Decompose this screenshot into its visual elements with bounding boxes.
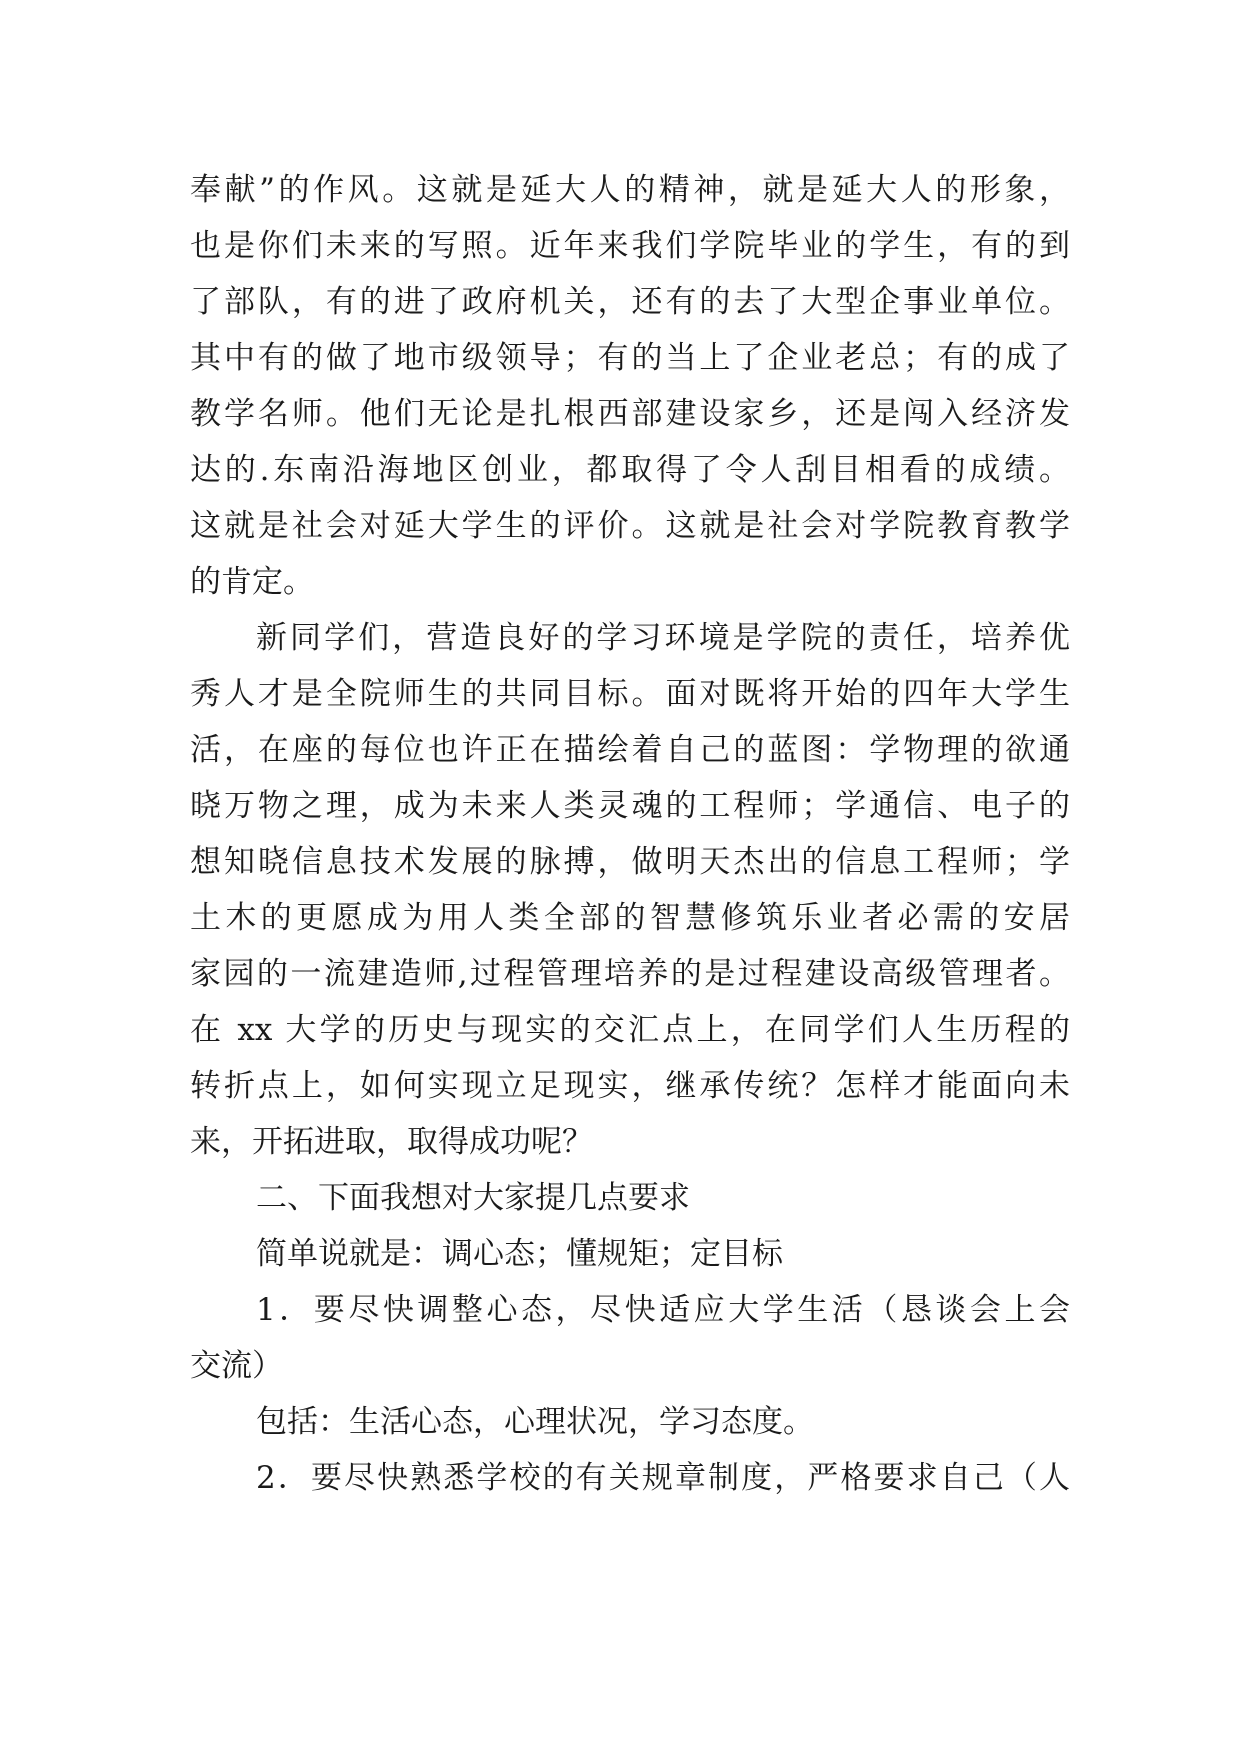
- text-line: 家园的一流建造师,过程管理培养的是过程建设高级管理者。: [190, 956, 1070, 992]
- text-line: 转折点上，如何实现立足现实，继承传统？怎样才能面向未: [190, 1068, 1070, 1104]
- section-heading: 二、下面我想对大家提几点要求: [256, 1180, 690, 1216]
- text-line: 奉献”的作风。这就是延大人的精神，就是延大人的形象，: [190, 172, 1070, 208]
- text-line: 活，在座的每位也许正在描绘着自己的蓝图：学物理的欲通: [190, 732, 1070, 768]
- body-text: [190, 162, 1070, 1506]
- text-line: 想知晓信息技术发展的脉搏，做明天杰出的信息工程师；学: [190, 844, 1070, 880]
- list-item-2: 2．要尽快熟悉学校的有关规章制度，严格要求自己（人: [256, 1460, 1070, 1496]
- list-item-detail: 包括：生活心态，心理状况，学习态度。: [256, 1404, 814, 1440]
- text-line: 晓万物之理，成为未来人类灵魂的工程师；学通信、电子的: [190, 788, 1070, 824]
- text-line: 这就是社会对延大学生的评价。这就是社会对学院教育教学: [190, 508, 1070, 544]
- text-line: 了部队，有的进了政府机关，还有的去了大型企事业单位。: [190, 284, 1070, 320]
- list-item-1: 1．要尽快调整心态，尽快适应大学生活（恳谈会上会: [256, 1292, 1070, 1328]
- text-line: 秀人才是全院师生的共同目标。面对既将开始的四年大学生: [190, 676, 1070, 712]
- paragraph-start-line: 新同学们，营造良好的学习环境是学院的责任，培养优: [256, 620, 1070, 656]
- text-line: 交流）: [190, 1348, 283, 1384]
- text-line: 土木的更愿成为用人类全部的智慧修筑乐业者必需的安居: [190, 900, 1070, 936]
- text-line: 的肯定。: [190, 564, 314, 600]
- text-line: 在 xx 大学的历史与现实的交汇点上，在同学们人生历程的: [190, 1012, 1070, 1048]
- text-line: 教学名师。他们无论是扎根西部建设家乡，还是闯入经济发: [190, 396, 1070, 432]
- text-line: 达的.东南沿海地区创业，都取得了令人刮目相看的成绩。: [190, 452, 1070, 488]
- text-line: 其中有的做了地市级领导；有的当上了企业老总；有的成了: [190, 340, 1070, 376]
- text-line: 也是你们未来的写照。近年来我们学院毕业的学生，有的到: [190, 228, 1070, 264]
- text-line: 来，开拓进取，取得成功呢？: [190, 1124, 593, 1160]
- summary-line: 简单说就是：调心态；懂规矩；定目标: [256, 1236, 783, 1272]
